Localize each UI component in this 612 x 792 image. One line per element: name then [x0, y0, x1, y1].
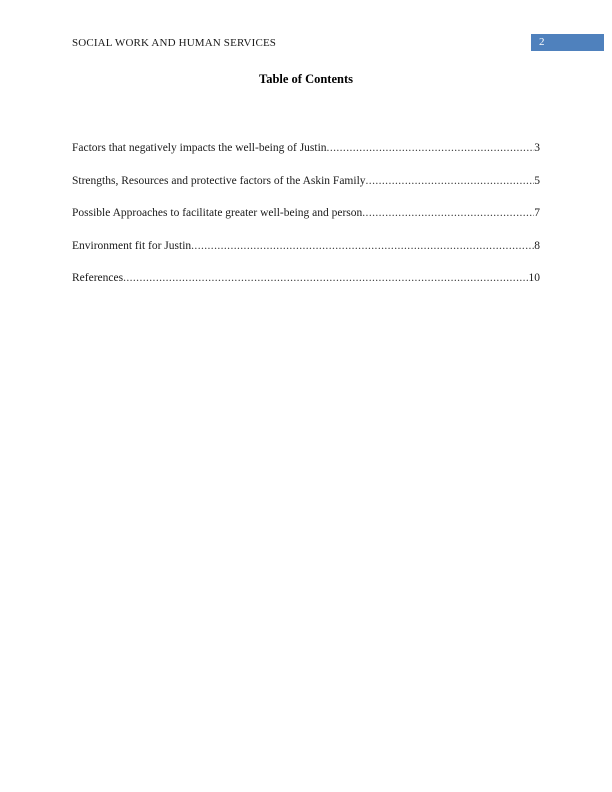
toc-entry-page: 8	[534, 239, 540, 252]
toc-entry[interactable]	[72, 173, 540, 206]
toc-entry[interactable]	[72, 205, 540, 238]
running-header	[0, 34, 612, 54]
page-number-badge	[531, 34, 604, 51]
toc-entry-page: 3	[534, 142, 540, 154]
toc-entry-page: 10	[528, 272, 540, 285]
header-title: SOCIAL WORK AND HUMAN SERVICES	[72, 37, 277, 49]
toc-dot-leader	[362, 205, 534, 222]
toc-entry-label: Environment fit for Justin	[72, 239, 192, 252]
table-of-contents-list	[72, 140, 540, 303]
toc-entry[interactable]	[72, 238, 540, 271]
toc-entry-page: 5	[534, 174, 540, 187]
toc-entry-label: Possible Approaches to facilitate greater well-being and person	[72, 207, 363, 220]
toc-entry-label: Factors that negatively impacts the well-being of Justin	[72, 142, 327, 154]
toc-dot-leader	[366, 173, 535, 190]
page-number-value: 2	[539, 36, 545, 48]
toc-dot-leader	[191, 238, 534, 255]
toc-dot-leader	[327, 140, 535, 157]
toc-entry-page: 7	[534, 207, 540, 220]
toc-dot-leader	[123, 270, 528, 287]
toc-entry[interactable]	[72, 270, 540, 303]
toc-entry-label: Strengths, Resources and protective factors of the Askin Family	[72, 174, 366, 187]
toc-entry[interactable]	[72, 140, 540, 173]
page-title: Table of Contents	[259, 72, 353, 86]
toc-entry-label: References	[72, 272, 124, 285]
